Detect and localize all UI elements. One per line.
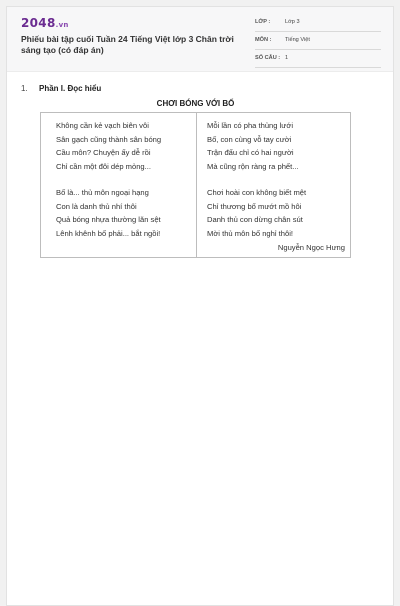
worksheet-meta [255, 16, 381, 70]
poem-line: Bố, con cùng vỗ tay cười [207, 134, 292, 144]
poem-right-column [207, 119, 347, 240]
poem-left-column [56, 119, 192, 240]
logo-sub: .vn [55, 21, 69, 29]
worksheet-page [6, 6, 394, 606]
meta-value: 1 [285, 55, 289, 61]
section-label: Phần I. Đọc hiểu [39, 84, 102, 93]
poem-line: Chỉ cần một đôi dép mỏng... [56, 161, 151, 171]
meta-value: Tiếng Việt [285, 37, 310, 43]
poem-line: Chơi hoài con không biết mệt [207, 188, 307, 197]
poem-line: Bố là... thủ môn ngoại hạng [56, 188, 149, 197]
poem-title: CHƠI BÓNG VỚI BỐ [156, 99, 235, 108]
poem-line: Mời thủ môn bố nghỉ thôi! [207, 228, 294, 238]
site-logo[interactable] [21, 16, 69, 30]
poem-line: Con là danh thủ nhí thôi [56, 201, 137, 211]
stanza-gap [56, 173, 192, 186]
poem-line: Sân gạch cũng thành sân bóng [56, 134, 162, 144]
meta-row-subject [255, 34, 381, 50]
logo-main: 2048 [21, 16, 56, 30]
section-number: 1. [21, 84, 28, 93]
poem-line: Trận đấu chỉ có hai người [207, 148, 294, 157]
meta-key: LỚP : [255, 19, 271, 25]
poem-column-divider [196, 113, 197, 257]
poem-line: Không cần kẻ vạch biên vôi [56, 121, 149, 130]
poem-author: Nguyễn Ngọc Hưng [277, 243, 345, 252]
meta-row-question-count [255, 52, 381, 68]
poem-line: Cầu môn? Chuyện ấy dễ rồi [56, 148, 151, 157]
meta-row-class [255, 16, 381, 32]
meta-value: Lớp 3 [285, 19, 300, 25]
poem-line: Mỗi lần có pha thủng lưới [207, 121, 294, 130]
poem-table [40, 112, 351, 258]
poem-line: Mà cũng rộn ràng ra phết... [207, 161, 299, 171]
section-heading [21, 84, 101, 93]
worksheet-header [7, 7, 393, 72]
worksheet-title: Phiếu bài tập cuối Tuần 24 Tiếng Việt lớp 3 Chân trời sáng tạo (có đáp án) [21, 34, 234, 55]
poem-line: Chỉ thương bố mướt mồ hôi [207, 201, 302, 211]
meta-key: MÔN : [255, 37, 272, 43]
meta-key: SỐ CÂU : [255, 55, 281, 61]
poem-line: Lênh khênh bố phải... bắt ngồi! [56, 228, 161, 238]
poem-line: Danh thủ con dừng chân sút [207, 215, 303, 224]
poem-line: Quả bóng nhựa thường lăn sệt [56, 215, 161, 224]
stanza-gap [207, 173, 347, 186]
